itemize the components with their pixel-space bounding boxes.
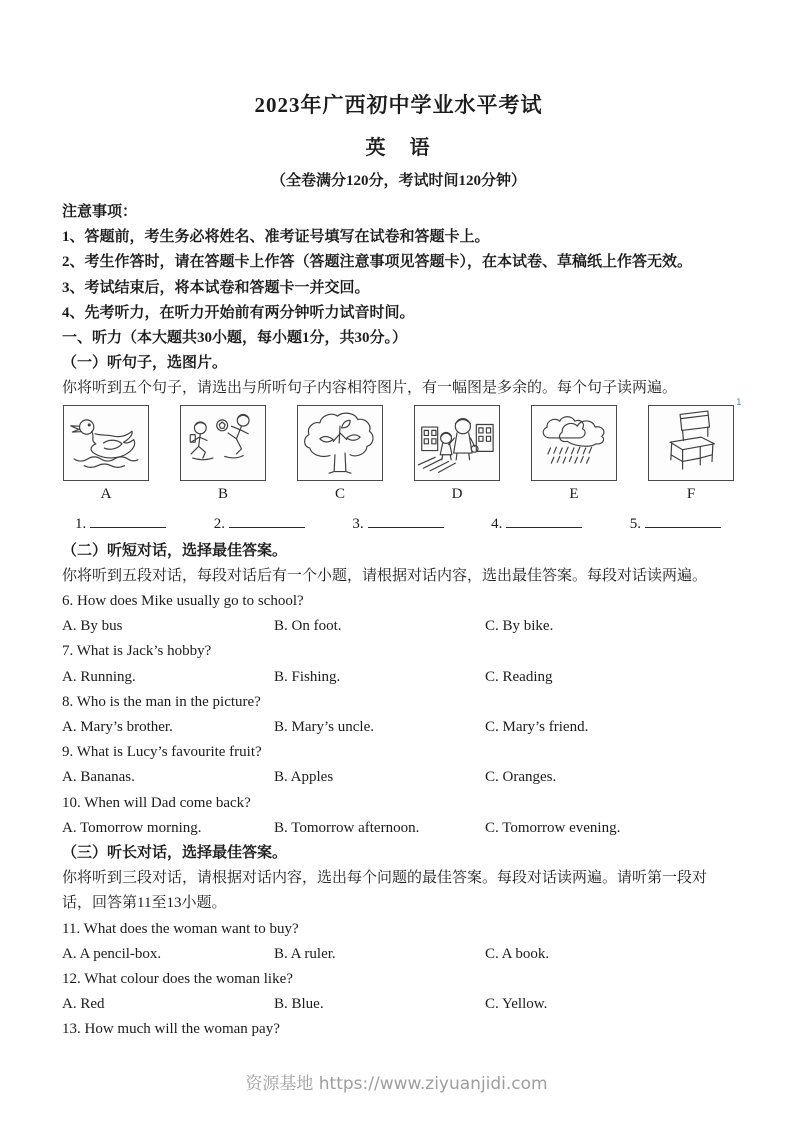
option-10a: A. Tomorrow morning.	[62, 819, 202, 836]
part1-instruction: 你将听到五个句子，请选出与所听句子内容相符图片，有一幅图是多余的。每个句子读两遍。	[62, 380, 678, 397]
part2-instruction: 你将听到五段对话，每段对话后有一个小题，请根据对话内容，选出最佳答案。每段对话读两遍。	[62, 567, 708, 584]
option-11b: B. A ruler.	[274, 945, 336, 962]
options-8	[62, 715, 735, 740]
question-10: 10. When will Dad come back?	[62, 794, 251, 811]
subject-title: 英 语	[365, 137, 432, 159]
option-12b: B. Blue.	[274, 996, 324, 1013]
tree-icon	[298, 406, 382, 480]
exam-info: （全卷满分120分，考试时间120分钟）	[270, 173, 526, 189]
option-11c: C. A book.	[485, 945, 550, 962]
note-line-1: 1、答题前，考生务必将姓名、准考证号填写在试卷和答题卡上。	[62, 229, 490, 246]
option-9c: C. Oranges.	[485, 769, 557, 786]
picture-box-b	[180, 405, 266, 481]
option-6b: B. On foot.	[274, 618, 342, 635]
section-listening-heading: 一、听力（本大题共30小题，每小题1分，共30分。）	[62, 330, 408, 347]
options-9	[62, 765, 735, 790]
question-12: 12. What colour does the woman like?	[62, 971, 293, 988]
picture-box-c	[297, 405, 383, 481]
option-9b: B. Apples	[274, 769, 334, 786]
picture-label-f: F	[686, 485, 696, 502]
blank-number-3: 3.	[352, 515, 364, 532]
picture-option-b	[179, 405, 267, 505]
note-line-4: 4、先考听力，在听力开始前有两分钟听力试音时间。	[62, 304, 415, 321]
part3-instruction: 你将听到三段对话，请根据对话内容，选出每个问题的最佳答案。每段对话读两遍。请听第一段对话，回答第11至13小题。	[62, 870, 708, 912]
blank-number-4: 4.	[491, 515, 503, 532]
blank-number-1: 1.	[75, 515, 87, 532]
answer-blank-5	[645, 513, 721, 528]
part1-heading: （一）听句子，选图片。	[62, 355, 228, 372]
picture-box-e	[531, 405, 617, 481]
picture-option-c	[296, 405, 384, 505]
question-13: 13. How much will the woman pay?	[62, 1021, 280, 1038]
blank-number-5: 5.	[629, 515, 641, 532]
duck-icon	[64, 406, 148, 480]
options-7	[62, 665, 735, 690]
part2-heading: （二）听短对话，选择最佳答案。	[62, 542, 288, 559]
part3-heading: （三）听长对话，选择最佳答案。	[62, 845, 288, 862]
option-11a: A. A pencil-box.	[62, 945, 162, 962]
blank-item-4	[491, 512, 582, 536]
option-8a: A. Mary’s brother.	[62, 719, 173, 736]
question-9: 9. What is Lucy’s favourite fruit?	[62, 744, 262, 761]
picture-option-f	[647, 405, 735, 505]
answer-blank-3	[368, 513, 444, 528]
question-6: 6. How does Mike usually go to school?	[62, 593, 304, 610]
answer-blank-2	[229, 513, 305, 528]
picture-label-d: D	[451, 485, 463, 502]
options-12	[62, 992, 735, 1017]
page-number-mark: 1	[736, 398, 742, 408]
picture-options-row	[62, 405, 735, 505]
picture-label-c: C	[334, 485, 345, 502]
note-line-3: 3、考试结束后，将本试卷和答题卡一并交回。	[62, 279, 370, 296]
note-line-2: 2、考生作答时，请在答题卡上作答（答题注意事项见答题卡），在本试卷、草稿纸上作答无效。	[62, 254, 693, 271]
option-7a: A. Running.	[62, 668, 136, 685]
option-8b: B. Mary’s uncle.	[274, 719, 374, 736]
notes-heading: 注意事项：	[62, 204, 138, 220]
picture-option-d	[413, 405, 501, 505]
picture-box-f	[648, 405, 734, 481]
answer-blanks-row	[62, 512, 735, 536]
blank-item-1	[75, 512, 166, 536]
answer-blank-4	[506, 513, 582, 528]
options-11	[62, 942, 735, 967]
picture-label-b: B	[217, 485, 228, 502]
option-12a: A. Red	[62, 996, 105, 1013]
kids-football-icon	[181, 406, 265, 480]
blank-item-2	[214, 512, 305, 536]
picture-box-d	[414, 405, 500, 481]
picture-option-a	[62, 405, 150, 505]
option-10b: B. Tomorrow afternoon.	[274, 819, 420, 836]
option-8c: C. Mary’s friend.	[485, 719, 589, 736]
option-6c: C. By bike.	[485, 618, 554, 635]
question-11: 11. What does the woman want to buy?	[62, 920, 299, 937]
picture-option-e	[530, 405, 618, 505]
picture-label-a: A	[100, 485, 112, 502]
options-10	[62, 816, 735, 841]
option-9a: A. Bananas.	[62, 769, 135, 786]
question-7: 7. What is Jack’s hobby?	[62, 643, 212, 660]
street-crossing-icon	[415, 406, 499, 480]
option-6a: A. By bus	[62, 618, 123, 635]
option-7c: C. Reading	[485, 668, 553, 685]
options-6	[62, 614, 735, 639]
blank-item-5	[630, 512, 721, 536]
option-7b: B. Fishing.	[274, 668, 341, 685]
blank-number-2: 2.	[213, 515, 225, 532]
picture-label-e: E	[569, 485, 579, 502]
watermark-footer: 资源基地 https://www.ziyuanjidi.com	[245, 1074, 548, 1094]
answer-blank-1	[90, 513, 166, 528]
option-12c: C. Yellow.	[485, 996, 548, 1013]
picture-box-a	[63, 405, 149, 481]
page-title: 2023年广西初中学业水平考试	[254, 93, 543, 117]
rain-cloud-icon	[532, 406, 616, 480]
chair-icon	[649, 406, 733, 480]
option-10c: C. Tomorrow evening.	[485, 819, 621, 836]
question-8: 8. Who is the man in the picture?	[62, 693, 261, 710]
blank-item-3	[352, 512, 443, 536]
